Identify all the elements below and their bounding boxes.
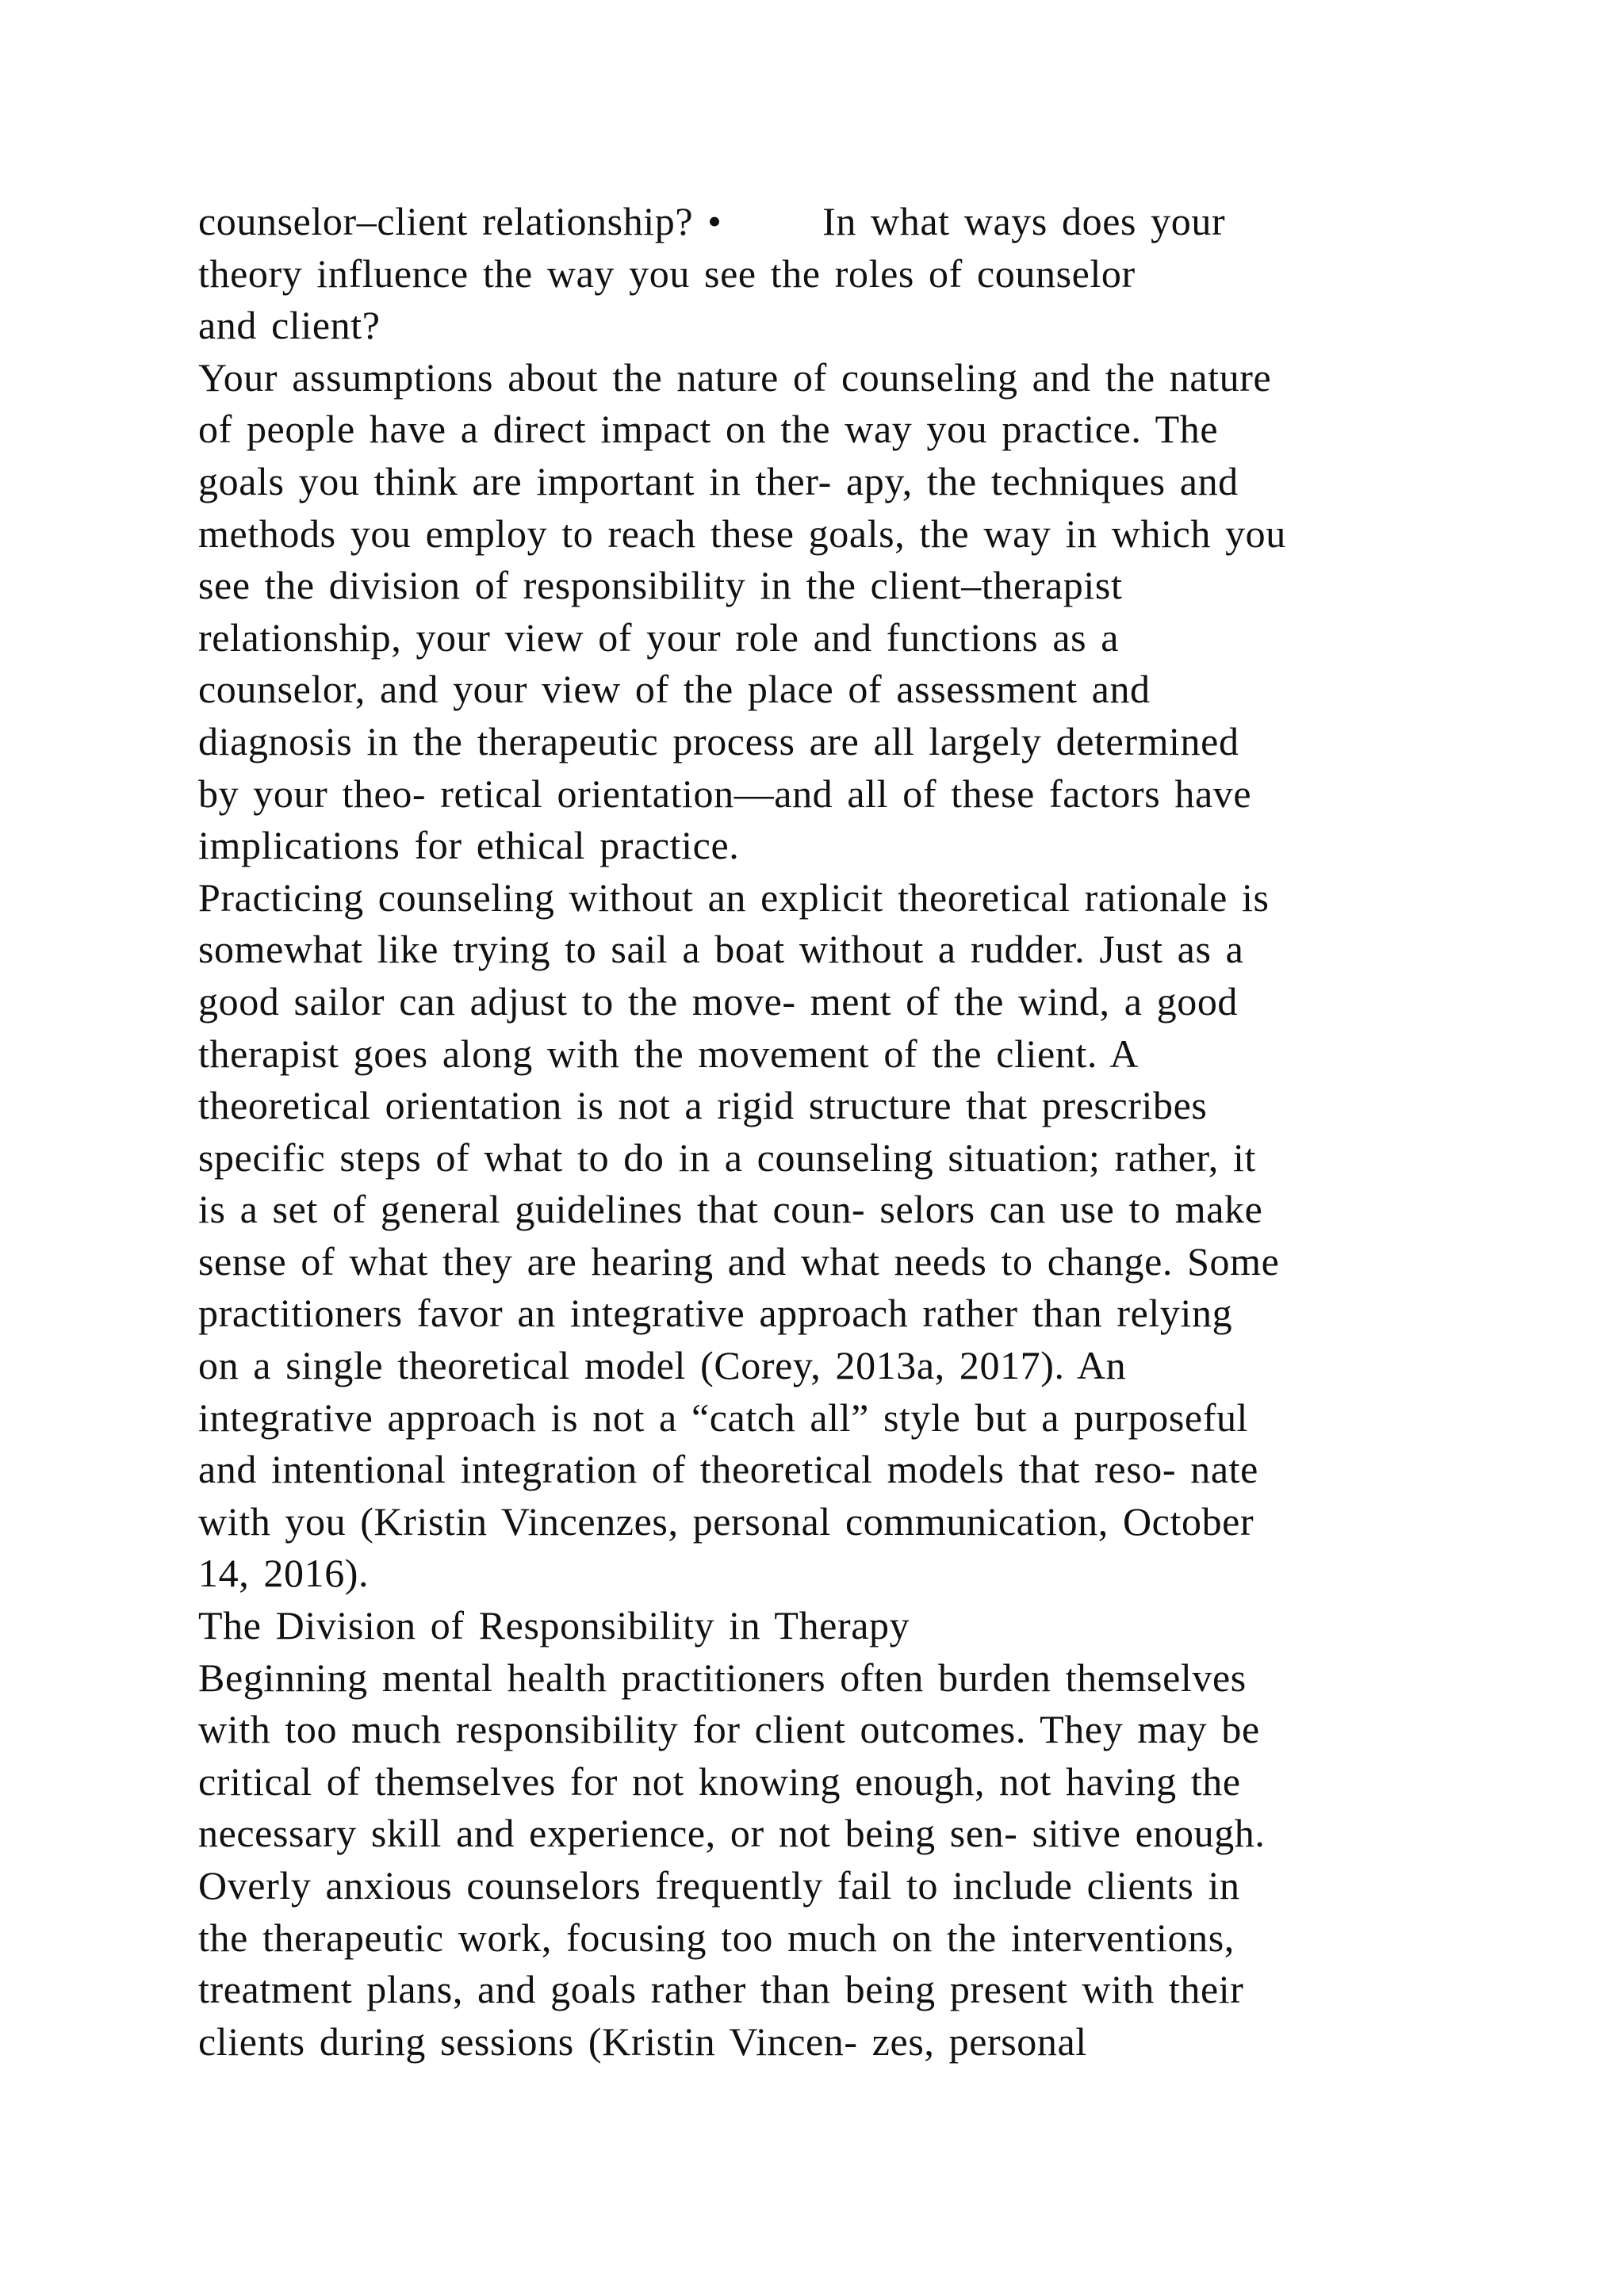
text-line-25: and intentional integration of theoretical models that reso- nate (198, 1447, 1258, 1492)
text-line-11: diagnosis in the therapeutic process are all largely determined (198, 718, 1239, 763)
text-line-5: of people have a direct impact on the way you practice. The (198, 407, 1219, 452)
text-line-7: methods you employ to reach these goals, the way in which you (198, 511, 1286, 556)
section-heading: The Division of Responsibility in Therapy (198, 1603, 910, 1648)
text-line-27: 14, 2016). (198, 1551, 370, 1596)
text-line-22: practitioners favor an integrative approach rather than relying (198, 1291, 1233, 1336)
text-line-16: good sailor can adjust to the move- ment of the wind, a good (198, 978, 1239, 1024)
text-line-19: specific steps of what to do in a counseling situation; rather, it (198, 1135, 1256, 1180)
text-line-36: clients during sessions (Kristin Vincen- zes, personal (198, 2019, 1087, 2064)
text-line-13: implications for ethical practice. (198, 823, 740, 868)
text-line-14: Practicing counseling without an explicit theoretical rationale is (198, 874, 1270, 920)
text-line-34: the therapeutic work, focusing too much on the interventions, (198, 1915, 1235, 1960)
text-line-18: theoretical orientation is not a rigid structure that prescribes (198, 1083, 1208, 1128)
text-line-35: treatment plans, and goals rather than being present with their (198, 1967, 1244, 2012)
text-line-6: goals you think are important in ther- apy, the techniques and (198, 458, 1239, 503)
text-line-29: Beginning mental health practitioners often burden themselves (198, 1655, 1247, 1700)
text-line-3: and client? (198, 303, 381, 348)
text-line-33: Overly anxious counselors frequently fail to include clients in (198, 1863, 1240, 1908)
text-line-9: relationship, your view of your role and functions as a (198, 614, 1120, 660)
text-line-24: integrative approach is not a “catch all” style but a purposeful (198, 1395, 1249, 1440)
text-line-4: Your assumptions about the nature of counseling and the nature (198, 354, 1272, 400)
text-line-17: therapist goes along with the movement of the client. A (198, 1031, 1139, 1076)
text-line-15: somewhat like trying to sail a boat without a rudder. Just as a (198, 927, 1244, 972)
text-line-2: theory influence the way you see the roles of counselor (198, 251, 1136, 296)
text-line-31: critical of themselves for not knowing enough, not having the (198, 1758, 1241, 1804)
text-line-10: counselor, and your view of the place of assessment and (198, 667, 1151, 712)
text-line-30: with too much responsibility for client outcomes. They may be (198, 1707, 1260, 1752)
text-line-20: is a set of general guidelines that coun- selors can use to make (198, 1187, 1263, 1232)
text-line-21: sense of what they are hearing and what needs to change. Some (198, 1238, 1280, 1284)
text-line-26: with you (Kristin Vincenzes, personal communication, October (198, 1498, 1254, 1544)
text-line-1: counselor–client relationship? • In what ways does your (198, 199, 1226, 243)
text-line-8: see the division of responsibility in the client–therapist (198, 563, 1123, 608)
text-line-12: by your theo- retical orientation—and all of these factors have (198, 771, 1252, 816)
text-line-32: necessary skill and experience, or not being sen- sitive enough. (198, 1811, 1266, 1856)
body-text (198, 196, 1499, 2068)
text-line-23: on a single theoretical model (Corey, 2013a, 2017). An (198, 1343, 1127, 1388)
